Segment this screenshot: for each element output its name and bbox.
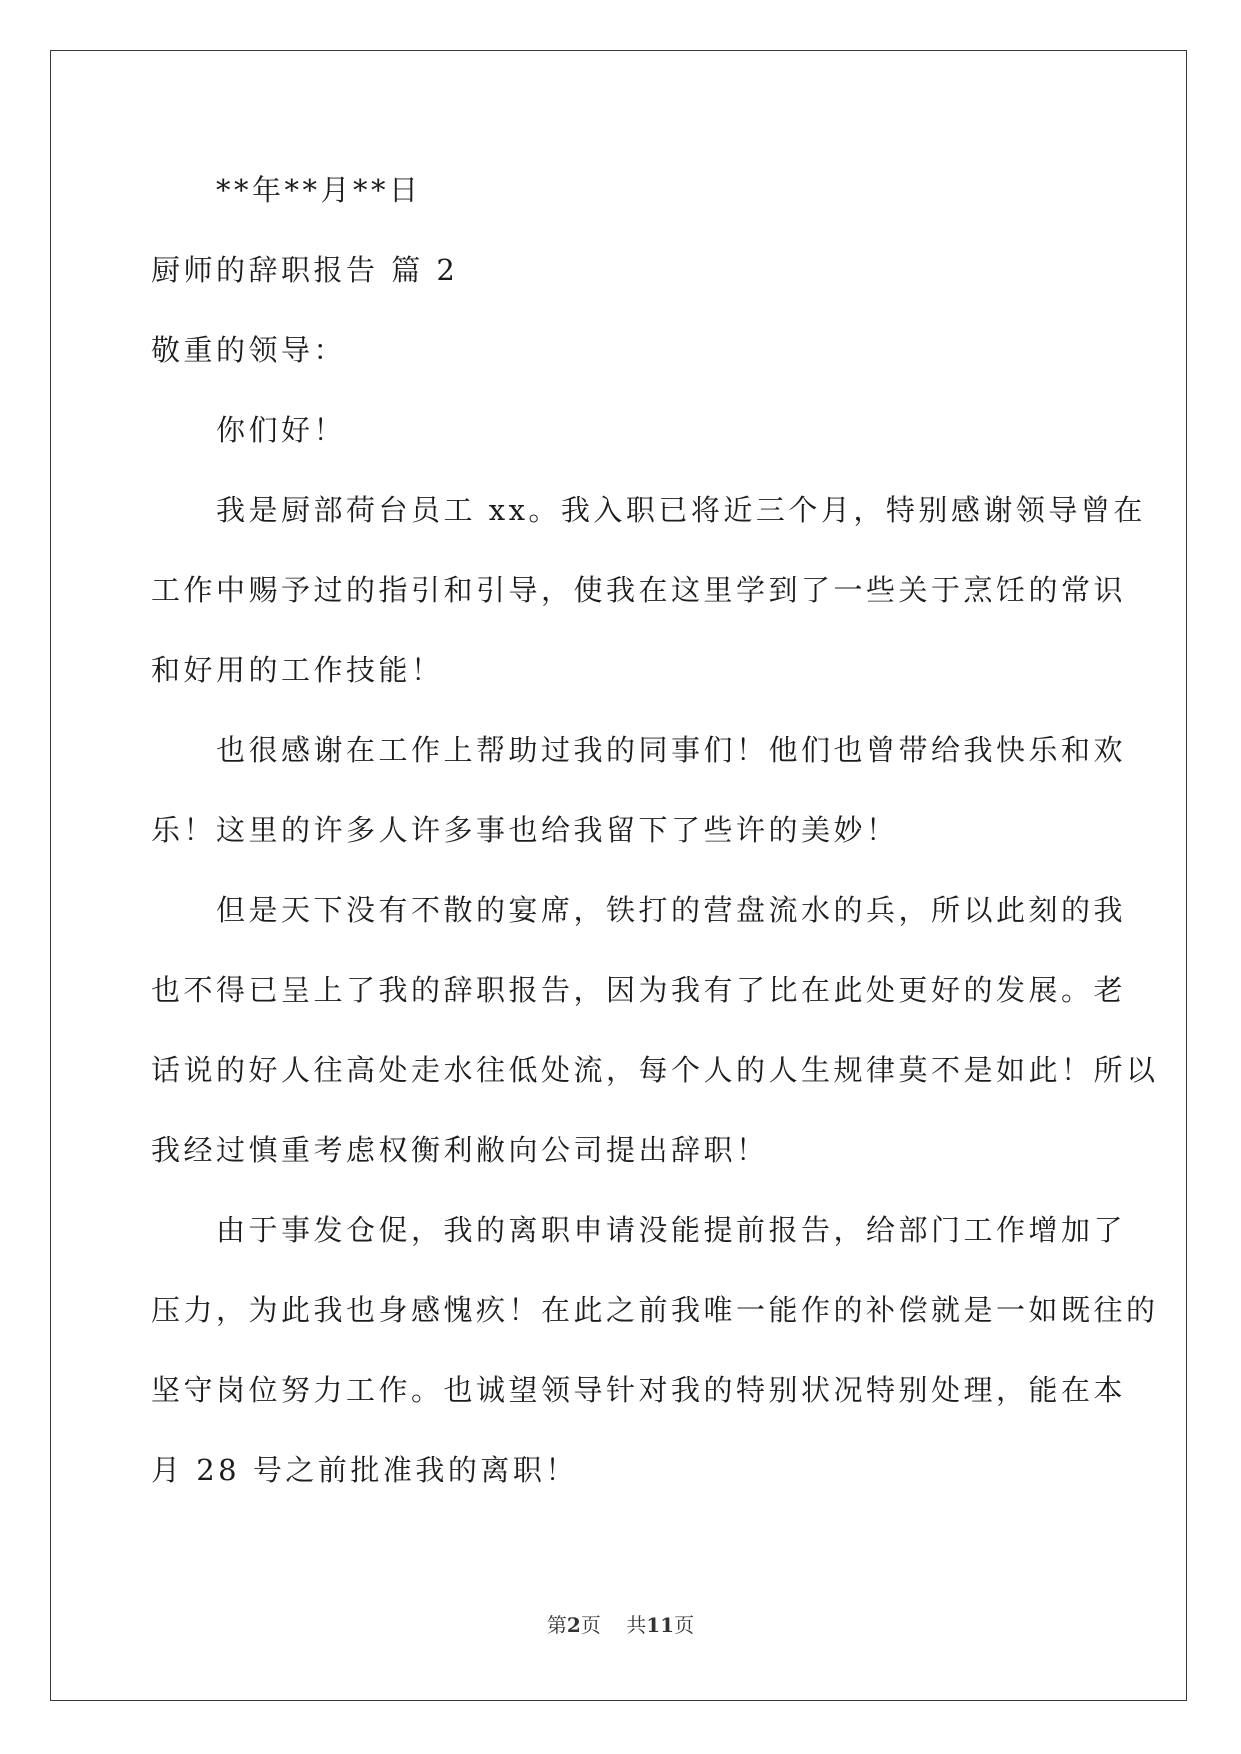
body-line: 工作中赐予过的指引和引导，使我在这里学到了一些关于烹饪的常识 [151, 573, 1127, 607]
total-suffix: 页 [674, 1613, 695, 1637]
body-line: 压力，为此我也身感愧疚！在此之前我唯一能作的补偿就是一如既往的 [151, 1293, 1159, 1327]
body-line: 也不得已呈上了我的辞职报告，因为我有了比在此处更好的发展。老 [151, 973, 1127, 1007]
body-line: 我是厨部荷台员工 xx。我入职已将近三个月，特别感谢领导曾在 [216, 493, 1146, 527]
date-line: **年**月**日 [216, 173, 422, 207]
body-line: 月 28 号之前批准我的离职！ [151, 1453, 578, 1487]
page-suffix: 页 [580, 1613, 601, 1637]
total-pages: 11 [646, 1613, 675, 1637]
greeting: 你们好！ [216, 413, 347, 447]
page-prefix: 第 [546, 1613, 567, 1637]
body-line: 和好用的工作技能！ [151, 653, 444, 687]
total-prefix: 共 [626, 1613, 647, 1637]
body-line: 但是天下没有不散的宴席，铁打的营盘流水的兵，所以此刻的我 [216, 893, 1127, 927]
page-number: 2 [566, 1613, 581, 1637]
body-line: 话说的好人往高处走水往低处流，每个人的人生规律莫不是如此！所以 [151, 1053, 1159, 1087]
salutation: 敬重的领导： [151, 333, 347, 367]
section-title: 厨师的辞职报告 篇 2 [151, 253, 459, 287]
body-line: 也很感谢在工作上帮助过我的同事们！他们也曾带给我快乐和欢 [216, 733, 1127, 767]
body-line: 乐！这里的许多人许多事也给我留下了些许的美妙！ [151, 813, 899, 847]
body-line: 由于事发仓促，我的离职申请没能提前报告，给部门工作增加了 [216, 1213, 1127, 1247]
body-line: 坚守岗位努力工作。也诚望领导针对我的特别状况特别处理，能在本 [151, 1373, 1127, 1407]
body-line: 我经过慎重考虑权衡利敝向公司提出辞职！ [151, 1133, 769, 1167]
page-footer [0, 1612, 1241, 1638]
